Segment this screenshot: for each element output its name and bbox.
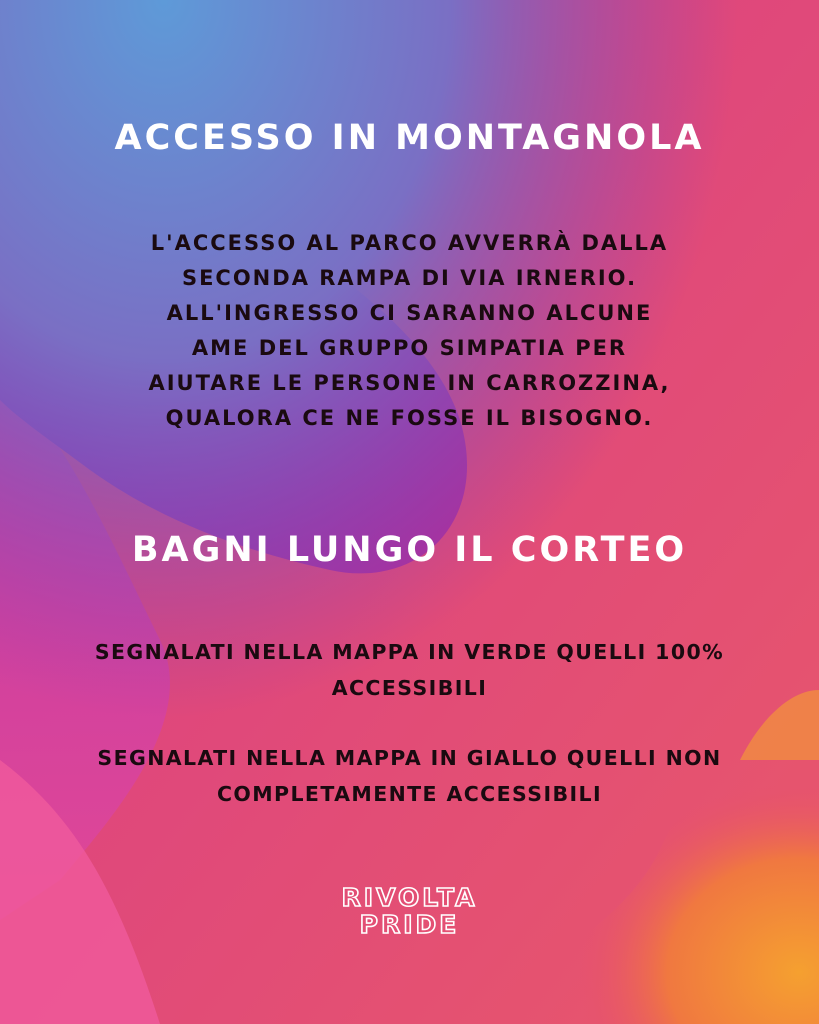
section1-line: L'ACCESSO AL PARCO AVVERRÀ DALLA (150, 231, 669, 255)
yellow-note-line: COMPLETAMENTE ACCESSIBILI (216, 782, 603, 806)
section1-paragraph (0, 226, 819, 436)
section1-line: SECONDA RAMPA DI VIA IRNERIO. (181, 266, 638, 290)
section2-title: BAGNI LUNGO IL CORTEO (131, 530, 688, 570)
green-note-line: ACCESSIBILI (331, 676, 488, 700)
rivolta-pride-logo (0, 884, 819, 938)
logo-line: RIVOLTA (341, 883, 478, 912)
logo-line: PRIDE (359, 910, 460, 939)
section1-line: QUALORA CE NE FOSSE IL BISOGNO. (165, 406, 654, 430)
yellow-note (0, 740, 819, 812)
section1-line: AIUTARE LE PERSONE IN CARROZZINA, (148, 371, 671, 395)
section1-line: AME DEL GRUPPO SIMPATIA PER (191, 336, 628, 360)
green-note-line: SEGNALATI NELLA MAPPA IN VERDE QUELLI 100% (94, 640, 725, 664)
section1-line: ALL'INGRESSO CI SARANNO ALCUNE (166, 301, 653, 325)
section1-title: ACCESSO IN MONTAGNOLA (114, 118, 705, 158)
yellow-note-line: SEGNALATI NELLA MAPPA IN GIALLO QUELLI NON (97, 746, 722, 770)
green-note (0, 634, 819, 706)
